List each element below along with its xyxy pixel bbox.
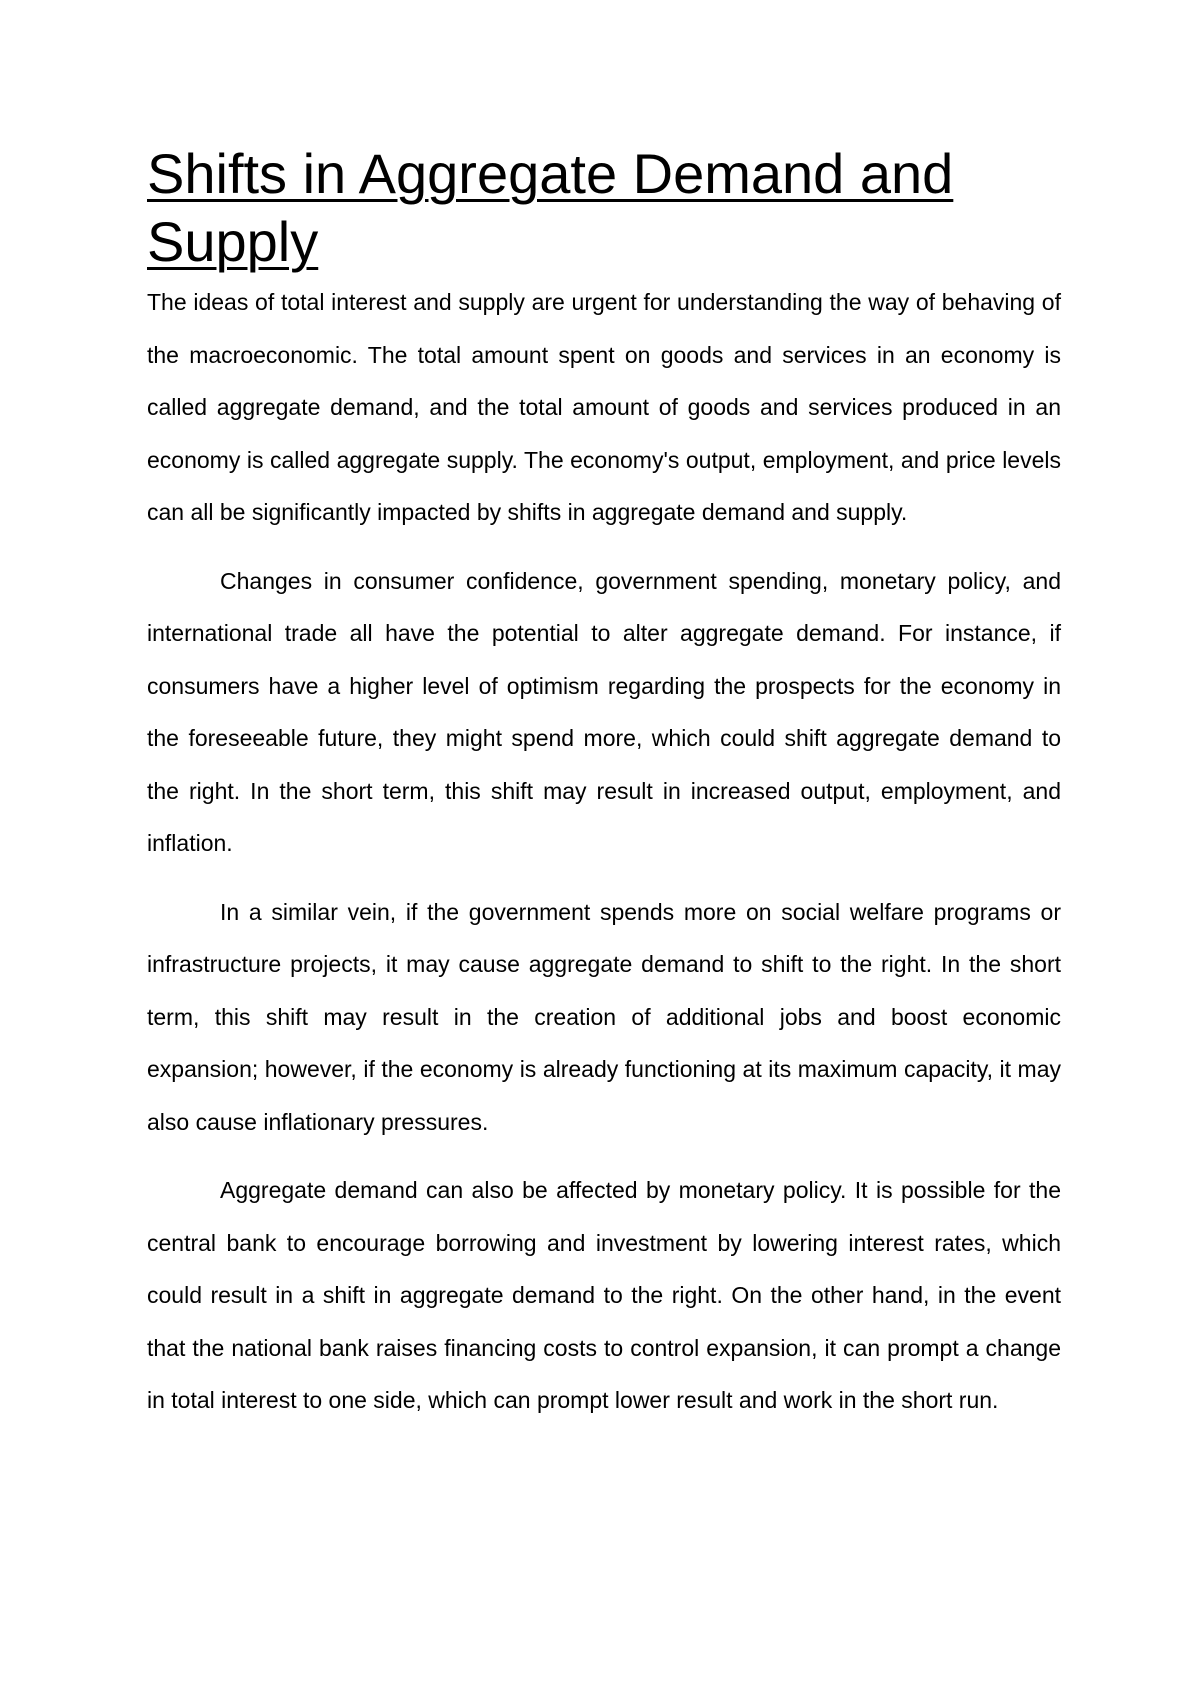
- paragraph-monetary-policy: Aggregate demand can also be affected by monetary policy. It is possible for the central bank to encourage borrowing and investment by lowering interest rates, which could result in a shift in aggregate demand to the right. On the other hand, in the event that the national bank raises financing costs to control expansion, it can prompt a change in total interest to one side, which can prompt lower result and work in the short run.: [147, 1177, 1061, 1413]
- paragraph-consumer-confidence: Changes in consumer confidence, government spending, monetary policy, and international trade all have the potential to alter aggregate demand. For instance, if consumers have a higher level of optimism regarding the prospects for the economy in the foreseeable future, they might spend more, which could shift aggregate demand to the right. In the short term, this shift may result in increased output, employment, and inflation.: [147, 567, 1061, 856]
- paragraph-government-spending: In a similar vein, if the government spends more on social welfare programs or infrastructure projects, it may cause aggregate demand to shift to the right. In the short term, this shift may result in the creation of additional jobs and boost economic expansion; however, if the economy is already functioning at its maximum capacity, it may also cause inflationary pressures.: [147, 898, 1061, 1135]
- document-title: Shifts in Aggregate Demand and Supply: [147, 142, 954, 273]
- document-body: [147, 140, 1061, 1427]
- paragraph-intro: The ideas of total interest and supply are urgent for understanding the way of behaving of the macroeconomic. The total amount spent on goods and services in an economy is called aggregate demand, and the total amount of goods and services produced in an economy is called aggregate supply. The economy's output, employment, and price levels can all be significantly impacted by shifts in aggregate demand and supply.: [147, 289, 1061, 525]
